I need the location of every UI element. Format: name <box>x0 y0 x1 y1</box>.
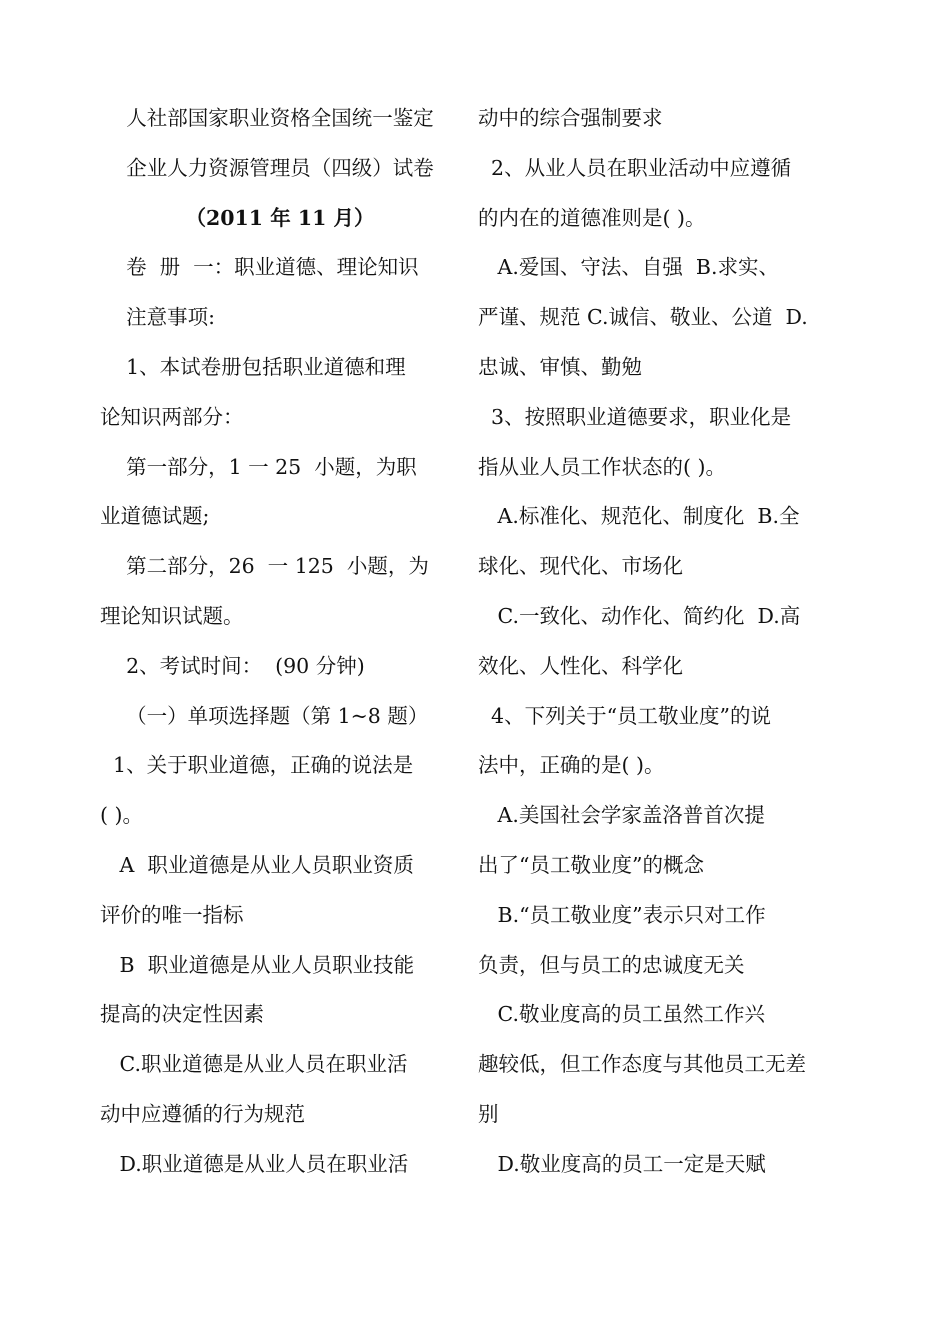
question-3-options-line-3: C.一致化、动作化、简约化 D.高 <box>478 603 801 628</box>
part-2-line-1: 第二部分，26 一 125 小题，为 <box>100 554 429 579</box>
exam-title-line-1: 人社部国家职业资格全国统一鉴定 <box>126 106 434 130</box>
section-heading: （一）单项选择题（第 1~8 题） <box>100 703 429 728</box>
question-4-line-2: 法中，正确的是( )。 <box>478 753 665 778</box>
question-4-line-1: 4、下列关于“员工敬业度”的说 <box>478 703 772 728</box>
question-4-option-d-line-1: D.敬业度高的员工一定是天赋 <box>478 1151 766 1176</box>
question-2-options-line-3: 忠诚、审慎、勤勉 <box>478 354 642 379</box>
exam-title-line-2: 企业人力资源管理员（四级）试卷 <box>126 155 434 180</box>
note-1-line-2: 论知识两部分： <box>100 404 244 429</box>
question-1-line-1: 1、关于职业道德，正确的说法是 <box>100 753 414 778</box>
question-1-option-d-line-2: 动中的综合强制要求 <box>478 106 663 130</box>
question-2-options-line-2: 严谨、规范 C.诚信、敬业、公道 D. <box>478 305 808 330</box>
part-1-line-1: 第一部分，1 一 25 小题，为职 <box>100 454 417 479</box>
question-4-option-c-line-2: 趣较低，但工作态度与其他员工无差 <box>478 1052 806 1077</box>
question-4-option-b-line-2: 负责，但与员工的忠诚度无关 <box>478 952 745 977</box>
question-4-option-b-line-1: B.“员工敬业度”表示只对工作 <box>478 902 766 927</box>
note-1-line-1: 1、本试卷册包括职业道德和理 <box>100 354 406 379</box>
question-1-option-d-line-1: D.职业道德是从业人员在职业活 <box>100 1151 409 1176</box>
note-2-exam-time: 2、考试时间： (90 分钟) <box>100 653 365 678</box>
left-column <box>100 94 460 1190</box>
question-1-option-c-line-1: C.职业道德是从业人员在职业活 <box>100 1052 408 1077</box>
question-3-options-line-4: 效化、人性化、科学化 <box>478 653 683 678</box>
question-1-option-c-line-2: 动中应遵循的行为规范 <box>100 1101 305 1126</box>
part-1-line-2: 业道德试题; <box>100 504 210 529</box>
question-1-option-a-line-1: A 职业道德是从业人员职业资质 <box>100 852 414 877</box>
notes-heading: 注意事项: <box>100 305 215 330</box>
question-4-option-c-line-1: C.敬业度高的员工虽然工作兴 <box>478 1002 766 1027</box>
question-4-option-a-line-1: A.美国社会学家盖洛普首次提 <box>478 803 765 828</box>
question-2-options-line-1: A.爱国、守法、自强 B.求实、 <box>478 255 779 280</box>
right-column <box>478 94 840 1190</box>
question-2-line-1: 2、从业人员在职业活动中应遵循 <box>478 155 792 180</box>
question-3-options-line-1: A.标准化、规范化、制度化 B.全 <box>478 504 800 529</box>
volume-heading: 卷 册 一：职业道德、理论知识 <box>100 255 419 280</box>
question-4-option-c-line-3: 别 <box>478 1101 499 1126</box>
question-3-options-line-2: 球化、现代化、市场化 <box>478 554 683 579</box>
question-2-line-2: 的内在的道德准则是( )。 <box>478 205 706 230</box>
question-1-option-b-line-1: B 职业道德是从业人员职业技能 <box>100 952 415 977</box>
question-4-option-a-line-2: 出了“员工敬业度”的概念 <box>478 852 704 877</box>
exam-date: （2011 年 11 月） <box>185 205 375 230</box>
question-1-option-b-line-2: 提高的决定性因素 <box>100 1002 264 1027</box>
part-2-line-2: 理论知识试题。 <box>100 603 244 628</box>
question-1-option-a-line-2: 评价的唯一指标 <box>100 902 244 927</box>
question-3-line-2: 指从业人员工作状态的( )。 <box>478 454 727 479</box>
question-3-line-1: 3、按照职业道德要求，职业化是 <box>478 404 792 429</box>
question-1-line-2: ( )。 <box>100 803 144 828</box>
